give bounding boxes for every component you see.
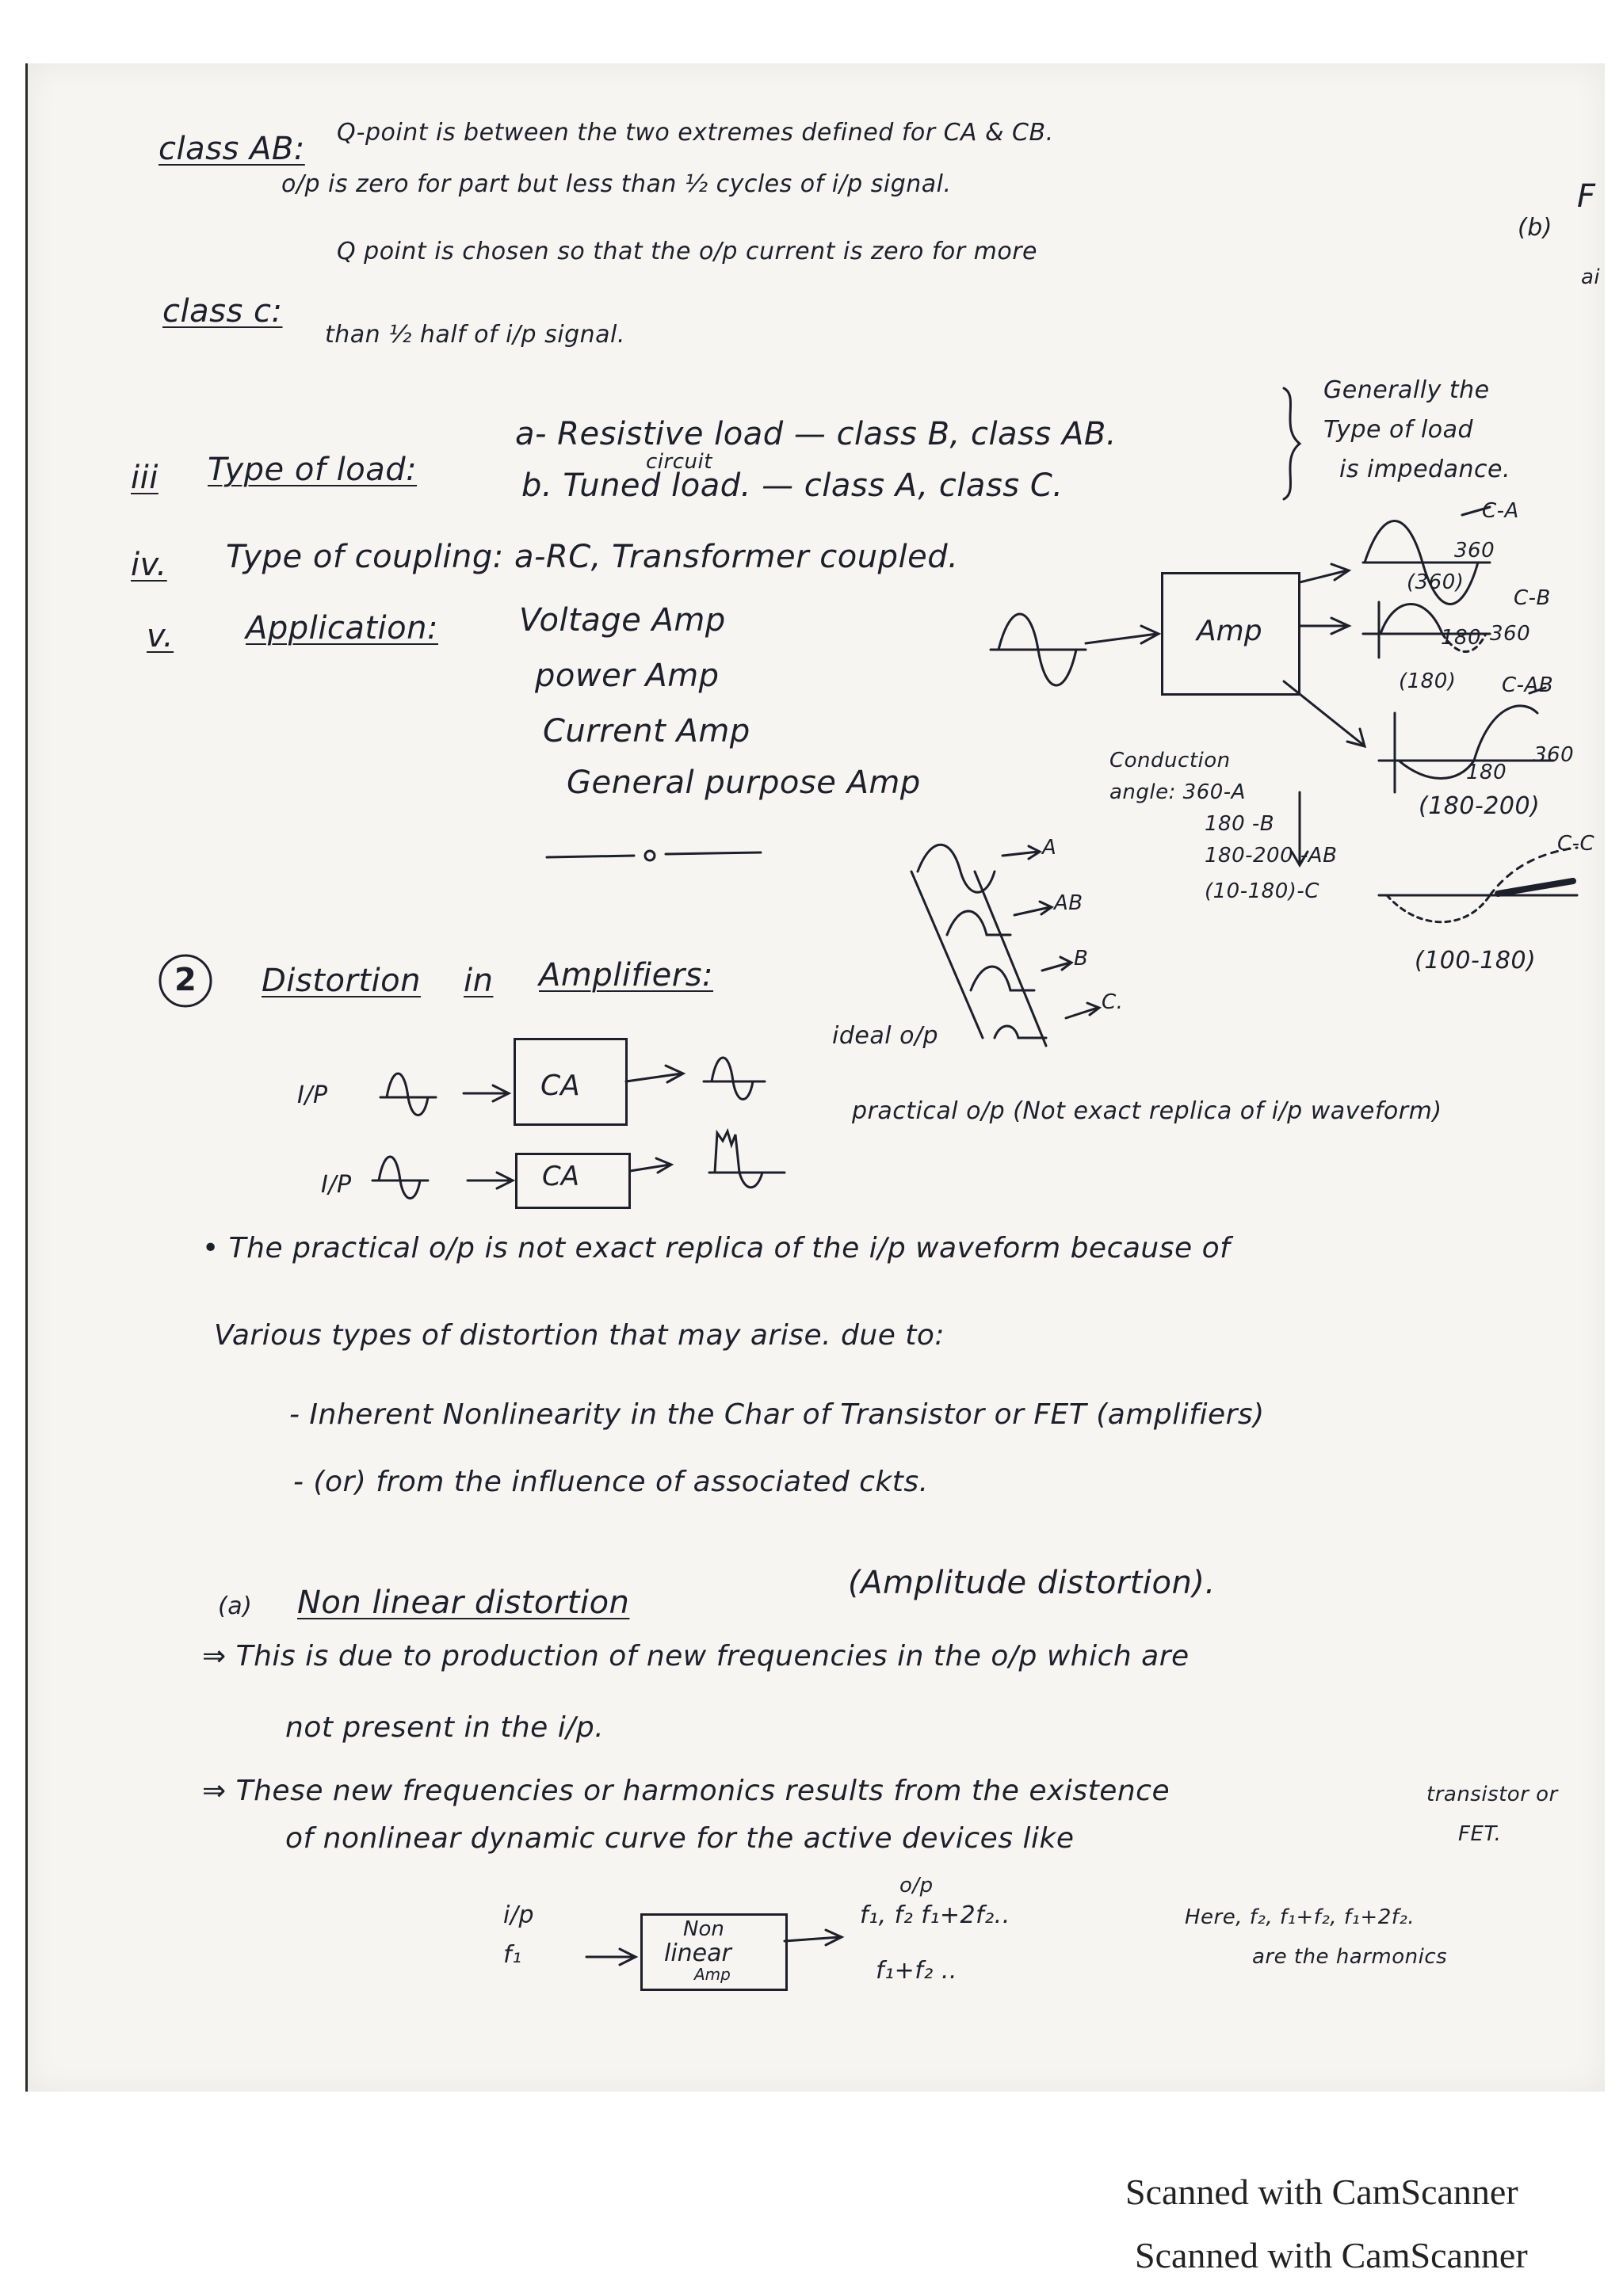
class-c-heading: class c:	[162, 293, 283, 330]
app-current: Current Amp	[543, 713, 750, 749]
class-ab-heading: class AB:	[158, 131, 305, 167]
item4-number: iv.	[131, 547, 167, 583]
section-2-title-c: Amplifiers:	[539, 957, 714, 994]
item3-number: iii	[131, 460, 158, 496]
sub-a-label: (a)	[218, 1592, 253, 1620]
stack-wave-b	[971, 967, 1034, 990]
conduction-c: (10-180)-C	[1205, 879, 1319, 903]
wave-cc	[1387, 895, 1490, 922]
wave-ca-angle: 360	[1454, 539, 1495, 563]
nl-op-label: o/p	[899, 1874, 934, 1897]
para1-line2: Various types of distortion that may arise. due to:	[214, 1319, 945, 1352]
practical-op-wave	[715, 1131, 762, 1188]
item3-note3: is impedance.	[1339, 456, 1510, 483]
app-power: power Amp	[535, 658, 720, 694]
arrow-1-line2: not present in the i/p.	[285, 1711, 605, 1744]
nl-ip-label: i/p	[503, 1901, 534, 1929]
ip-label-1: I/P	[297, 1081, 328, 1109]
wave-ca-caption: (360)	[1407, 570, 1465, 594]
section-2-title-a: Distortion	[262, 963, 421, 999]
item3-note2: Type of load	[1323, 416, 1474, 444]
item5-label: Application:	[246, 610, 438, 646]
ca-box-1-label: CA	[540, 1070, 580, 1102]
arrow-2-line2b: FET.	[1458, 1822, 1502, 1846]
section-2-title-b: in	[464, 963, 494, 999]
item3-b: b. Tuned load. — class A, class C.	[521, 467, 1064, 504]
conduction-a: angle: 360-A	[1109, 780, 1246, 804]
stack-label-c: C.	[1102, 990, 1124, 1014]
nonlinear-box-line3: Amp	[694, 1965, 731, 1984]
bullet-2: - (or) from the influence of associated ckts.	[293, 1466, 929, 1498]
ip-label-2: I/P	[321, 1171, 352, 1199]
practical-op-label: practical o/p (Not exact replica of i/p waveform)	[852, 1097, 1442, 1125]
wave-cb-tick2: 360	[1490, 622, 1531, 646]
wave-cc-caption: (100-180)	[1415, 947, 1537, 974]
wave-cab-label: C-AB	[1502, 673, 1554, 697]
class-ab-line1: Q-point is between the two extremes defined for CA & CB.	[337, 119, 1054, 147]
nonlinear-box-line1: Non	[683, 1917, 724, 1941]
camscanner-footer-1: Scanned with CamScanner	[1125, 2172, 1518, 2212]
wave-cb-label: C-B	[1514, 586, 1551, 610]
app-general: General purpose Amp	[567, 765, 921, 801]
brace	[1284, 388, 1300, 499]
item3-a: a- Resistive load — class B, class AB.	[515, 416, 1117, 452]
nl-outputs-2: f₁+f₂ ..	[876, 1957, 957, 1985]
nl-f1: f₁	[503, 1941, 522, 1969]
sub-a-paren: (Amplitude distortion).	[848, 1565, 1216, 1601]
bullet-1: - Inherent Nonlinearity in the Char of Transistor or FET (amplifiers)	[289, 1398, 1265, 1431]
wave-ca-label: C-A	[1482, 499, 1519, 523]
stack-label-a: A	[1042, 836, 1057, 860]
stack-wave-a	[918, 845, 995, 892]
sub-a-title: Non linear distortion	[297, 1585, 630, 1621]
conduction-title: Conduction	[1109, 749, 1231, 772]
arrow-to-amp	[1086, 626, 1159, 643]
wave-cb-caption: (180)	[1399, 669, 1457, 693]
item3-b-superscript: circuit	[646, 450, 712, 474]
margin-f: F	[1577, 178, 1596, 215]
para1-line1: • The practical o/p is not exact replica of the i/p waveform because of	[202, 1232, 1231, 1264]
ideal-op-label: ideal o/p	[832, 1022, 939, 1050]
ip-wave-1	[387, 1074, 428, 1116]
app-voltage: Voltage Amp	[519, 602, 726, 639]
class-ab-line2: o/p is zero for part but less than ½ cycles of i/p signal.	[281, 170, 952, 198]
amp-label: Amp	[1197, 615, 1262, 647]
dash-dot	[645, 851, 655, 860]
camscanner-footer-2: Scanned with CamScanner	[1135, 2235, 1528, 2275]
nonlinear-box-line2: linear	[664, 1939, 731, 1967]
wave-cb	[1381, 605, 1442, 635]
item3-label: Type of load:	[208, 452, 418, 488]
arrow-2-line1b: transistor or	[1426, 1783, 1558, 1806]
ca-box-2-label: CA	[542, 1161, 579, 1192]
section-2-number: 2	[174, 962, 197, 998]
ideal-op-wave	[712, 1058, 753, 1100]
conduction-b: 180 -B	[1205, 812, 1275, 836]
conduction-ab: 180-200 -AB	[1205, 844, 1338, 868]
margin-b: (b)	[1518, 214, 1552, 242]
arrow-ca	[1300, 564, 1349, 582]
nl-note-1: Here, f₂, f₁+f₂, f₁+2f₂.	[1185, 1905, 1415, 1929]
wave-cab-tick1: 180	[1466, 761, 1507, 784]
wave-cab-tick2: 360	[1533, 743, 1575, 767]
stack-label-ab: AB	[1054, 891, 1083, 915]
class-c-line2: than ½ half of i/p signal.	[325, 321, 625, 349]
arrow-1-line1: ⇒ This is due to production of new frequencies in the o/p which are	[202, 1640, 1190, 1672]
wave-cab-caption: (180-200)	[1419, 792, 1541, 820]
stack-frame	[911, 871, 1046, 1046]
stack-label-b: B	[1074, 947, 1089, 971]
nl-note-2: are the harmonics	[1252, 1945, 1448, 1969]
wave-cc-label: C-C	[1557, 832, 1595, 856]
ip-wave-2	[379, 1157, 420, 1199]
item4-text: Type of coupling: a-RC, Transformer coupled.	[226, 539, 959, 575]
nl-outputs-1: f₁, f₂ f₁+2f₂..	[860, 1901, 1010, 1929]
item3-note1: Generally the	[1323, 376, 1490, 404]
wave-cb-tick1: 180	[1441, 626, 1482, 650]
margin-right: ai	[1581, 265, 1601, 289]
item5-number: v.	[147, 618, 174, 654]
arrow-2-line1: ⇒ These new frequencies or harmonics results from the existence	[202, 1775, 1170, 1807]
stack-wave-ab	[947, 911, 1010, 935]
arrow-cb	[1300, 618, 1349, 634]
class-c-line1: Q point is chosen so that the o/p current is zero for more	[337, 238, 1038, 265]
arrow-2-line2: of nonlinear dynamic curve for the active devices like	[285, 1822, 1075, 1855]
